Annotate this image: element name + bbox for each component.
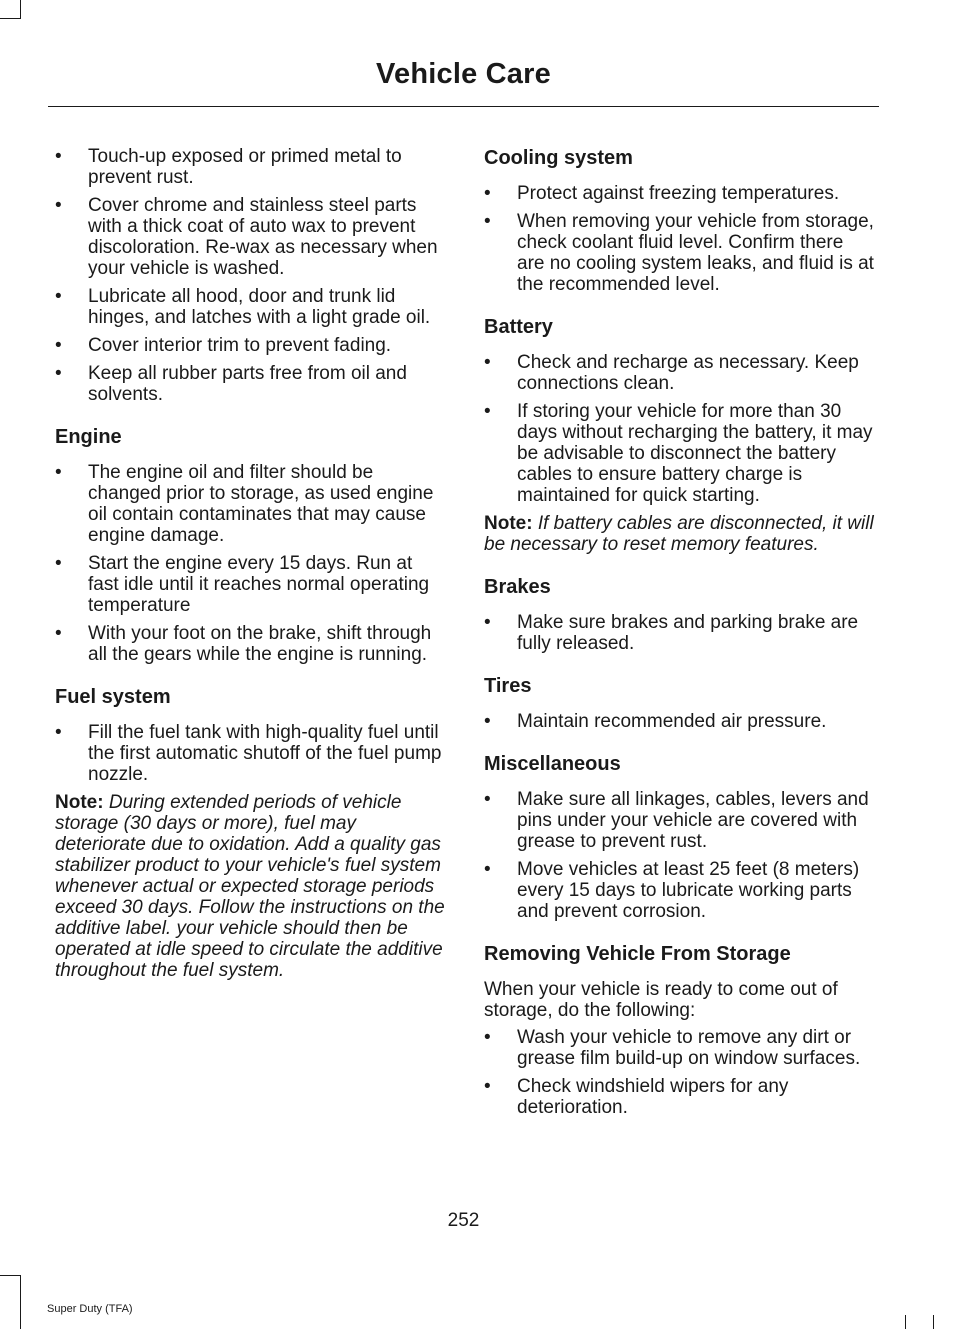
bullet: • bbox=[55, 553, 62, 574]
battery-note bbox=[484, 513, 876, 555]
storage-prep-list bbox=[55, 146, 447, 405]
bullet: • bbox=[55, 363, 62, 384]
list-item: • Keep all rubber parts free from oil and solvents. bbox=[55, 363, 407, 405]
bullet: • bbox=[484, 789, 491, 810]
crop-mark-bottom-right-a bbox=[933, 1315, 934, 1329]
bullet: • bbox=[484, 352, 491, 373]
bullet: • bbox=[484, 1076, 491, 1097]
section-heading-cooling-system: Cooling system bbox=[484, 147, 633, 169]
bullet: • bbox=[55, 195, 62, 216]
bullet: • bbox=[484, 211, 491, 232]
crop-mark-bottom-left-v bbox=[20, 1275, 21, 1329]
list-item: • Fill the fuel tank with high-quality fuel until the first automatic shutoff of the fuel pump nozzle. bbox=[55, 722, 442, 785]
crop-mark-bottom-left-h bbox=[0, 1275, 21, 1276]
list-item: • Touch-up exposed or primed metal to prevent rust. bbox=[55, 146, 402, 188]
bullet: • bbox=[55, 335, 62, 356]
bullet: • bbox=[484, 612, 491, 633]
section-heading-tires: Tires bbox=[484, 675, 532, 697]
bullet: • bbox=[484, 1027, 491, 1048]
section-heading-removing-from-storage: Removing Vehicle From Storage bbox=[484, 943, 791, 965]
cooling-system-list bbox=[484, 183, 876, 295]
removing-intro: When your vehicle is ready to come out of storage, do the following: bbox=[484, 979, 838, 1021]
bullet: • bbox=[55, 146, 62, 167]
list-item: • Check windshield wipers for any deterioration. bbox=[484, 1076, 789, 1118]
crop-mark-bottom-right-b bbox=[905, 1315, 906, 1329]
list-item: • The engine oil and filter should be changed prior to storage, as used engine oil contain contaminates that may cause engine damage. bbox=[55, 462, 434, 546]
list-item: • Wash your vehicle to remove any dirt or grease film build-up on window surfaces. bbox=[484, 1027, 861, 1069]
list-item: • Make sure all linkages, cables, levers and pins under your vehicle are covered with grease to prevent rust. bbox=[484, 789, 869, 852]
list-item: • If storing your vehicle for more than 30 days without recharging the battery, it may be advisable to disconnect the battery cables to ensure battery charge is maintained for quick starting. bbox=[484, 401, 873, 506]
list-item: • Cover chrome and stainless steel parts with a thick coat of auto wax to prevent discoloration. Re-wax as necessary when your vehicle is washed. bbox=[55, 195, 438, 279]
page-number: 252 bbox=[447, 1210, 480, 1231]
list-item: • Check and recharge as necessary. Keep connections clean. bbox=[484, 352, 859, 394]
fuel-system-note bbox=[55, 792, 447, 981]
bullet: • bbox=[55, 462, 62, 483]
list-item: • Move vehicles at least 25 feet (8 meters) every 15 days to lubricate working parts and prevent corrosion. bbox=[484, 859, 860, 922]
list-item: • Make sure brakes and parking brake are fully released. bbox=[484, 612, 859, 654]
note-label: Note: bbox=[484, 513, 533, 534]
section-heading-battery: Battery bbox=[484, 316, 553, 338]
left-column bbox=[55, 146, 447, 987]
section-heading-engine: Engine bbox=[55, 426, 122, 448]
list-item: • Maintain recommended air pressure. bbox=[484, 711, 827, 732]
section-heading-miscellaneous: Miscellaneous bbox=[484, 753, 621, 775]
list-item: • Cover interior trim to prevent fading. bbox=[55, 335, 392, 356]
engine-list bbox=[55, 462, 447, 665]
list-item: • Lubricate all hood, door and trunk lid hinges, and latches with a light grade oil. bbox=[55, 286, 431, 328]
note-text: If battery cables are disconnected, it will be necessary to reset memory features. bbox=[484, 513, 874, 555]
brakes-list bbox=[484, 612, 876, 654]
bullet: • bbox=[484, 401, 491, 422]
crop-mark-top-left-h bbox=[0, 18, 21, 19]
section-heading-fuel-system: Fuel system bbox=[55, 686, 171, 708]
right-column bbox=[484, 146, 876, 1125]
title-divider bbox=[48, 106, 879, 107]
crop-mark-top-left-v bbox=[20, 0, 21, 18]
note-text: During extended periods of vehicle storage (30 days or more), fuel may deteriorate due to oxidation. Add a quality gas stabilizer product to your vehicle's fuel system whenever actual or expected storage periods exceed 30 days. Follow the instructions on the additive label. your vehicle should then be operated at idle speed to circulate the additive throughout the fuel system. bbox=[55, 792, 445, 981]
list-item: • Protect against freezing temperatures. bbox=[484, 183, 840, 204]
list-item: • Start the engine every 15 days. Run at fast idle until it reaches normal operating temperature bbox=[55, 553, 430, 616]
tires-list bbox=[484, 711, 876, 732]
page-title: Vehicle Care bbox=[376, 58, 551, 90]
list-item: • When removing your vehicle from storage, check coolant fluid level. Confirm there are no cooling system leaks, and fluid is at the recommended level. bbox=[484, 211, 874, 295]
miscellaneous-list bbox=[484, 789, 876, 922]
footer-text: Super Duty (TFA) bbox=[47, 1303, 133, 1315]
list-item: • With your foot on the brake, shift through all the gears while the engine is running. bbox=[55, 623, 432, 665]
bullet: • bbox=[55, 623, 62, 644]
bullet: • bbox=[484, 859, 491, 880]
bullet: • bbox=[55, 286, 62, 307]
fuel-system-list bbox=[55, 722, 447, 785]
bullet: • bbox=[55, 722, 62, 743]
bullet: • bbox=[484, 711, 491, 732]
battery-list bbox=[484, 352, 876, 506]
removing-list bbox=[484, 1027, 876, 1118]
section-heading-brakes: Brakes bbox=[484, 576, 551, 598]
bullet: • bbox=[484, 183, 491, 204]
note-label: Note: bbox=[55, 792, 104, 813]
